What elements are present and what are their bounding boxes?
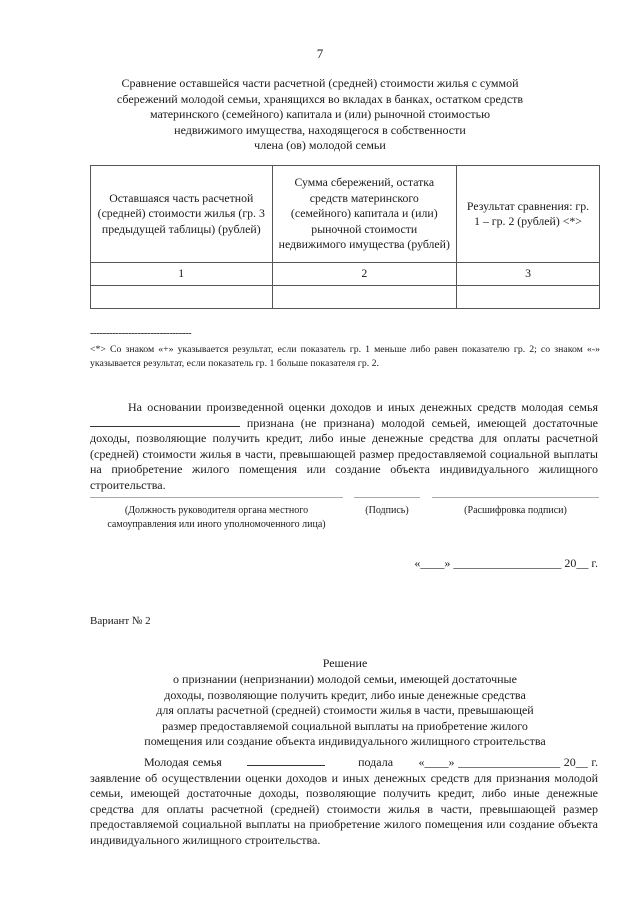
assessment-text-end: признана (не признана) молодой семьей, имеющей достаточные доходы, позволяющие получить кредит, либо иные денежные средства для оплаты расчетной (средней) стоимости жилья в части, превышающей размер предоставляемой социальной выплаты на приобретение жилого помещения или создание объекта индивидуального жилищного строительства.: [90, 415, 599, 492]
signature-line: [354, 497, 420, 498]
decision-title: Решение: [322, 656, 368, 670]
footnote-text: <*> Со знаком «+» указывается результат, если показатель гр. 1 меньше либо равен показателю гр. 2; со знаком «-» указывается результат, если показатель гр. 1 больше показателя гр. 2.: [90, 344, 600, 369]
date-line: «____» __________________ 20__ г.: [414, 556, 598, 570]
page-number: 7: [316, 46, 324, 61]
column-number-cell: 2: [272, 263, 457, 286]
column-number-cell: 3: [457, 263, 600, 286]
table-cell: [457, 286, 600, 309]
table-cell: [272, 286, 457, 309]
column-number-cell: 1: [91, 263, 273, 286]
table-title-line: сбережений молодой семьи, хранящихся во вкладах в банках, остатком средств: [116, 91, 524, 106]
footnote-separator: --------------------------------: [90, 327, 192, 339]
application-paragraph: [90, 755, 598, 848]
decision-subtitle-line: доходы, позволяющие получить кредит, либо иные денежные средства: [164, 687, 526, 702]
assessment-text-start: На основании произведенной оценки доходов и иных денежных средств молодая семья: [128, 400, 598, 414]
application-text: заявление об осуществлении оценки доходов и иных денежных средств для признания молодой семьи, имеющей достаточные доходы, позволяющие получить кредит, либо иные денежные средства для оплаты расчетной (средней) стоимости жилья в части, превышающей размер предоставляемой социальной выплаты на приобретение жилого помещения или создание объекта индивидуального жилищного строительства.: [90, 770, 598, 847]
decoding-caption: (Расшифровка подписи): [464, 505, 567, 516]
table-cell: [91, 286, 273, 309]
decision-subtitle: [90, 672, 600, 750]
decision-subtitle-line: помещения или создание объекта индивидуального жилищного строительства: [144, 734, 546, 748]
signature-caption: (Подпись): [365, 505, 409, 516]
application-date: «____» _________________ 20__ г.: [418, 755, 599, 769]
decision-subtitle-line: о признании (непризнании) молодой семьи, имеющей достаточные: [173, 672, 517, 686]
table-header-cell: Оставшаяся часть расчетной (средней) стоимости жилья (гр. 3 предыдущей таблицы) (рублей): [91, 166, 273, 263]
position-caption: (Должность руководителя органа местного самоуправления или иного уполномоченного лица): [107, 505, 326, 530]
comparison-table: [90, 165, 600, 309]
decision-subtitle-line: для оплаты расчетной (средней) стоимости жилья в части, превышающей: [156, 703, 534, 717]
family-blank: [247, 755, 325, 766]
family-label: Молодая семья: [144, 755, 222, 769]
table-column-number-row: [91, 263, 600, 286]
table-title-line: члена (ов) молодой семьи: [254, 138, 386, 152]
decoding-signature-line: [432, 497, 599, 498]
table-row: [91, 286, 600, 309]
table-header-row: [91, 166, 600, 263]
decision-subtitle-line: размер предоставляемой социальной выплаты на приобретение жилого: [162, 718, 528, 733]
filed-label: подала: [358, 755, 394, 769]
table-title-line: недвижимого имущества, находящегося в собственности: [174, 122, 466, 137]
table-title: [60, 76, 580, 154]
position-signature-line: [90, 497, 343, 498]
table-header-cell: Сумма сбережений, остатка средств материнского (семейного) капитала и (или) рыночной стоимости недвижимого имущества (рублей): [272, 166, 457, 263]
table-header-cell: Результат сравнения: гр. 1 – гр. 2 (рублей) <*>: [457, 166, 600, 263]
assessment-paragraph: [90, 400, 598, 493]
table-title-line: Сравнение оставшейся части расчетной (средней) стоимости жилья с суммой: [121, 76, 519, 90]
variant-label: Вариант № 2: [90, 615, 151, 627]
family-name-blank: [90, 416, 240, 427]
table-title-line: материнского (семейного) капитала и (или) рыночной стоимостью: [149, 107, 491, 121]
